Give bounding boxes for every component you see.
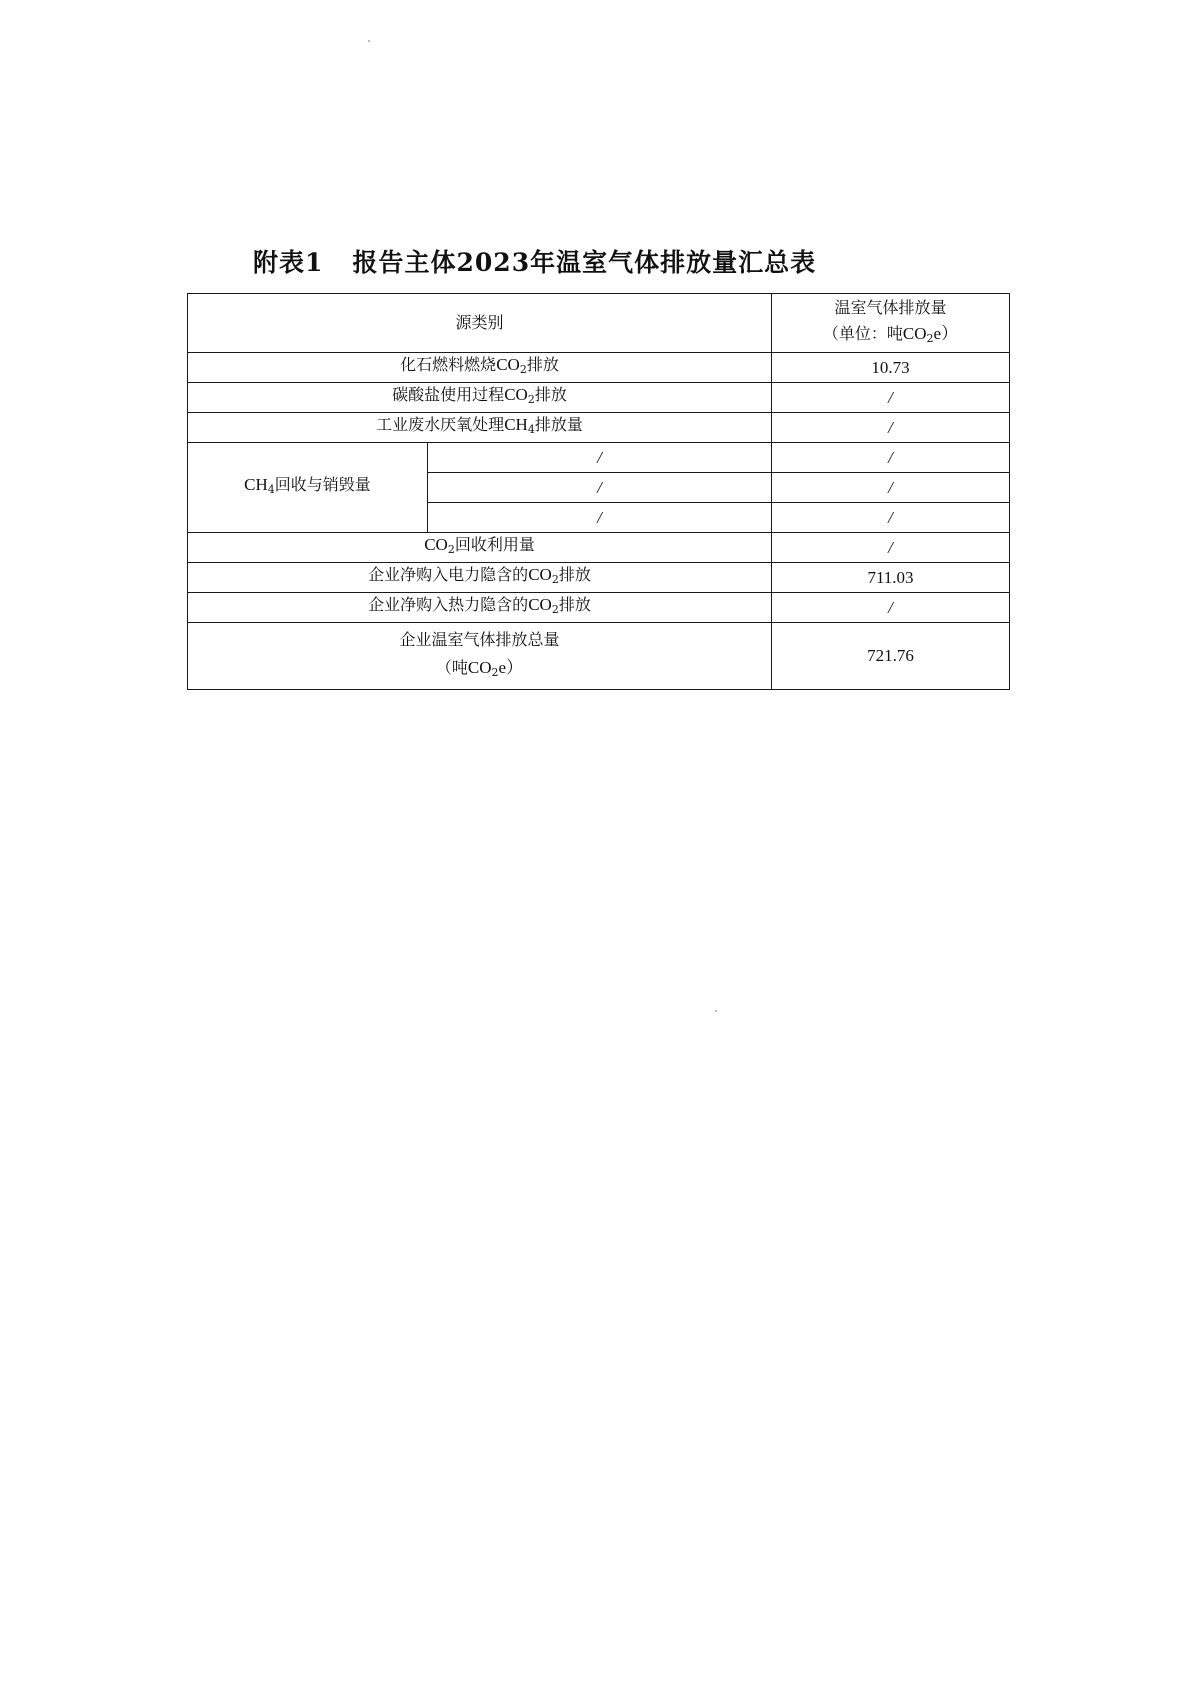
ch4-subrow-item: / [427, 443, 771, 473]
table-row [188, 383, 1010, 413]
scan-speck [715, 1010, 717, 1012]
unit-sub: 2 [926, 331, 934, 345]
total-value: 721.76 [772, 623, 1010, 690]
row-label-co2-recovery: $CO_2$回收利用量 [188, 533, 772, 563]
row-value-co2-recovery: / [772, 533, 1010, 563]
table-row [188, 413, 1010, 443]
row-value-carbonate: / [772, 383, 1010, 413]
header-emission-line1: 温室气体排放量 [834, 297, 947, 317]
row-label-fossil-fuel: 化石燃料燃烧$CO_2$排放 [188, 353, 772, 383]
header-emission-amount [772, 294, 1010, 353]
scan-speck [368, 40, 370, 42]
ch4-subrow-value: / [772, 443, 1010, 473]
table-row [188, 533, 1010, 563]
ch4-subrow-item: / [427, 473, 771, 503]
table-row-ch4-group [188, 443, 1010, 473]
ch4-recovery-label: $CH_4$回收与销毁量 [188, 443, 428, 533]
total-label [188, 623, 772, 690]
page-title: 附表1 报告主体2023年温室气体排放量汇总表 [253, 248, 817, 277]
emissions-summary-table [187, 293, 1010, 690]
unit-co: CO [902, 323, 927, 343]
unit-prefix: （单位：吨 [822, 323, 903, 343]
ch4-subrow-item: / [427, 503, 771, 533]
row-value-wastewater: / [772, 413, 1010, 443]
unit-suffix: e） [933, 323, 959, 343]
row-label-purchased-heat: 企业净购入热力隐含的$CO_2$排放 [188, 593, 772, 623]
row-label-carbonate: 碳酸盐使用过程$CO_2$排放 [188, 383, 772, 413]
table-row [188, 563, 1010, 593]
table-row [188, 353, 1010, 383]
ch4-subrow-value: / [772, 473, 1010, 503]
table-row [188, 593, 1010, 623]
row-value-purchased-electricity: 711.03 [772, 563, 1010, 593]
table-header-row [188, 294, 1010, 353]
table-row-total [188, 623, 1010, 690]
row-value-purchased-heat: / [772, 593, 1010, 623]
row-label-purchased-electricity: 企业净购入电力隐含的$CO_2$排放 [188, 563, 772, 593]
header-source-category: 源类别 [188, 294, 772, 353]
header-emission-line2 [772, 321, 1009, 352]
ch4-subrow-value: / [772, 503, 1010, 533]
row-value-fossil-fuel: 10.73 [772, 353, 1010, 383]
row-label-wastewater: 工业废水厌氧处理$CH_4$排放量 [188, 413, 772, 443]
total-label-line1: 企业温室气体排放总量 [399, 629, 560, 649]
total-label-line2: （吨$CO_2e$） [435, 657, 524, 679]
